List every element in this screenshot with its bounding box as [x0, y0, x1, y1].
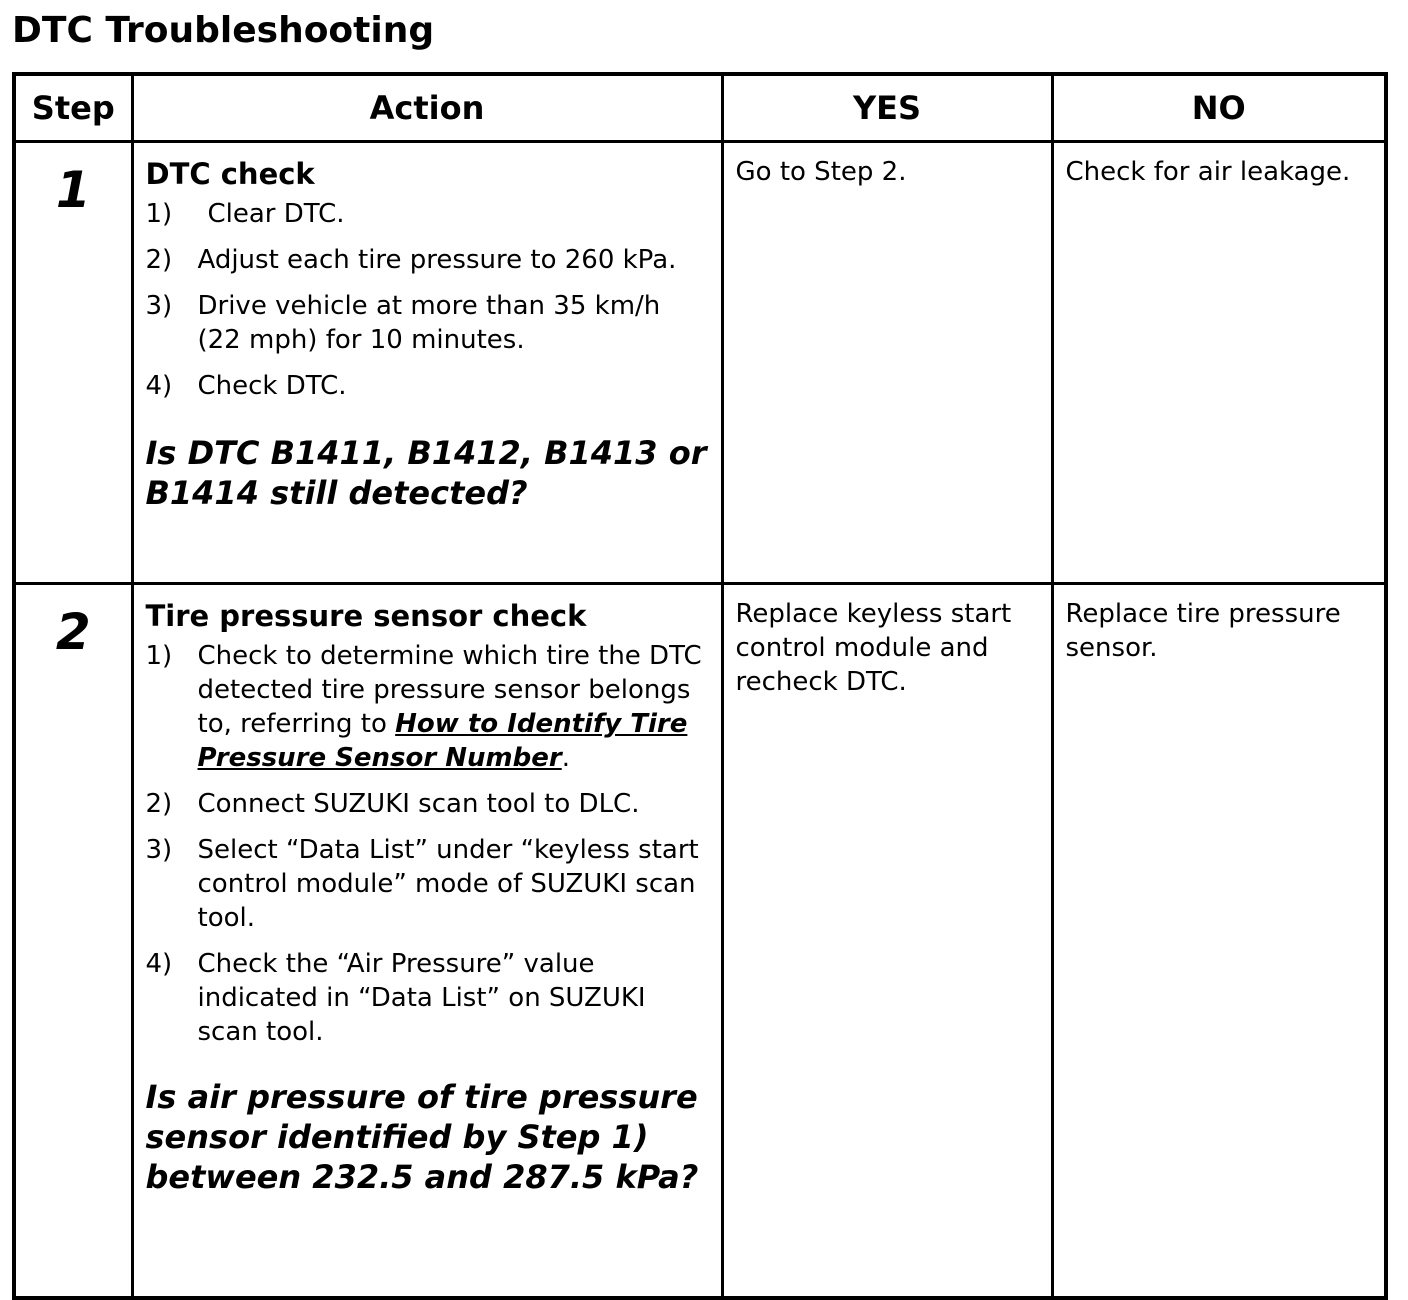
list-item [146, 787, 711, 821]
yes-result: Go to Step 2. [722, 142, 1052, 584]
step-number: 2 [14, 584, 132, 1299]
no-result: Replace tire pressure sensor. [1052, 584, 1386, 1299]
list-item-number: 3) [145, 291, 173, 321]
list-item-text: Check DTC. [197, 371, 347, 401]
action-title: DTC check [145, 157, 315, 191]
identify-sensor-number-link[interactable]: How to Identify Tire Pressure Sensor Number [197, 709, 688, 773]
header-step: Step [14, 74, 132, 142]
list-item-number: 3) [145, 835, 173, 865]
list-item [146, 243, 711, 277]
list-item-text: Check the “Air Pressure” value indicated in “Data List” on SUZUKI scan tool. [197, 949, 646, 1047]
list-item-text-before-link: Check to determine which tire the DTC detected tire pressure sensor belongs to, referring to [197, 641, 702, 739]
header-action: Action [132, 74, 722, 142]
list-item-number: 2) [145, 245, 173, 275]
decision-question: Is DTC B1411, B1412, B1413 or B1414 still detected? [145, 434, 707, 512]
table-row-step-1 [14, 142, 1386, 584]
list-item-text-after-link: . [561, 743, 570, 773]
yes-result: Replace keyless start control module and recheck DTC. [722, 584, 1052, 1299]
list-item [146, 833, 711, 935]
action-steps-list [146, 639, 711, 1049]
header-yes: YES [722, 74, 1052, 142]
decision-question: Is air pressure of tire pressure sensor identified by Step 1) between 232.5 and 287.5 kPa? [145, 1078, 699, 1196]
list-item-number: 4) [145, 949, 173, 979]
list-item [146, 197, 711, 231]
action-cell [132, 142, 722, 584]
dtc-troubleshooting-table [12, 72, 1388, 1300]
page-title: DTC Troubleshooting [12, 10, 435, 51]
header-no: NO [1052, 74, 1386, 142]
list-item-number: 2) [145, 789, 173, 819]
table-header-row [14, 74, 1386, 142]
table-row-step-2 [14, 584, 1386, 1299]
list-item-number: 1) [145, 641, 173, 671]
no-result: Check for air leakage. [1052, 142, 1386, 584]
list-item [146, 369, 711, 403]
list-item [146, 289, 711, 357]
list-item-text: Select “Data List” under “keyless start control module” mode of SUZUKI scan tool. [197, 835, 699, 933]
list-item-number: 1) [145, 199, 173, 229]
list-item-text [198, 639, 711, 775]
step-number: 1 [14, 142, 132, 584]
list-item [146, 639, 711, 775]
list-item-text: Connect SUZUKI scan tool to DLC. [197, 789, 640, 819]
list-item-text: Drive vehicle at more than 35 km/h (22 mph) for 10 minutes. [197, 291, 661, 355]
list-item [146, 947, 711, 1049]
action-cell [132, 584, 722, 1299]
list-item-number: 4) [145, 371, 173, 401]
list-item-text: Adjust each tire pressure to 260 kPa. [197, 245, 677, 275]
action-steps-list [146, 197, 711, 403]
list-item-text: Clear DTC. [207, 199, 345, 229]
action-title: Tire pressure sensor check [145, 599, 587, 633]
